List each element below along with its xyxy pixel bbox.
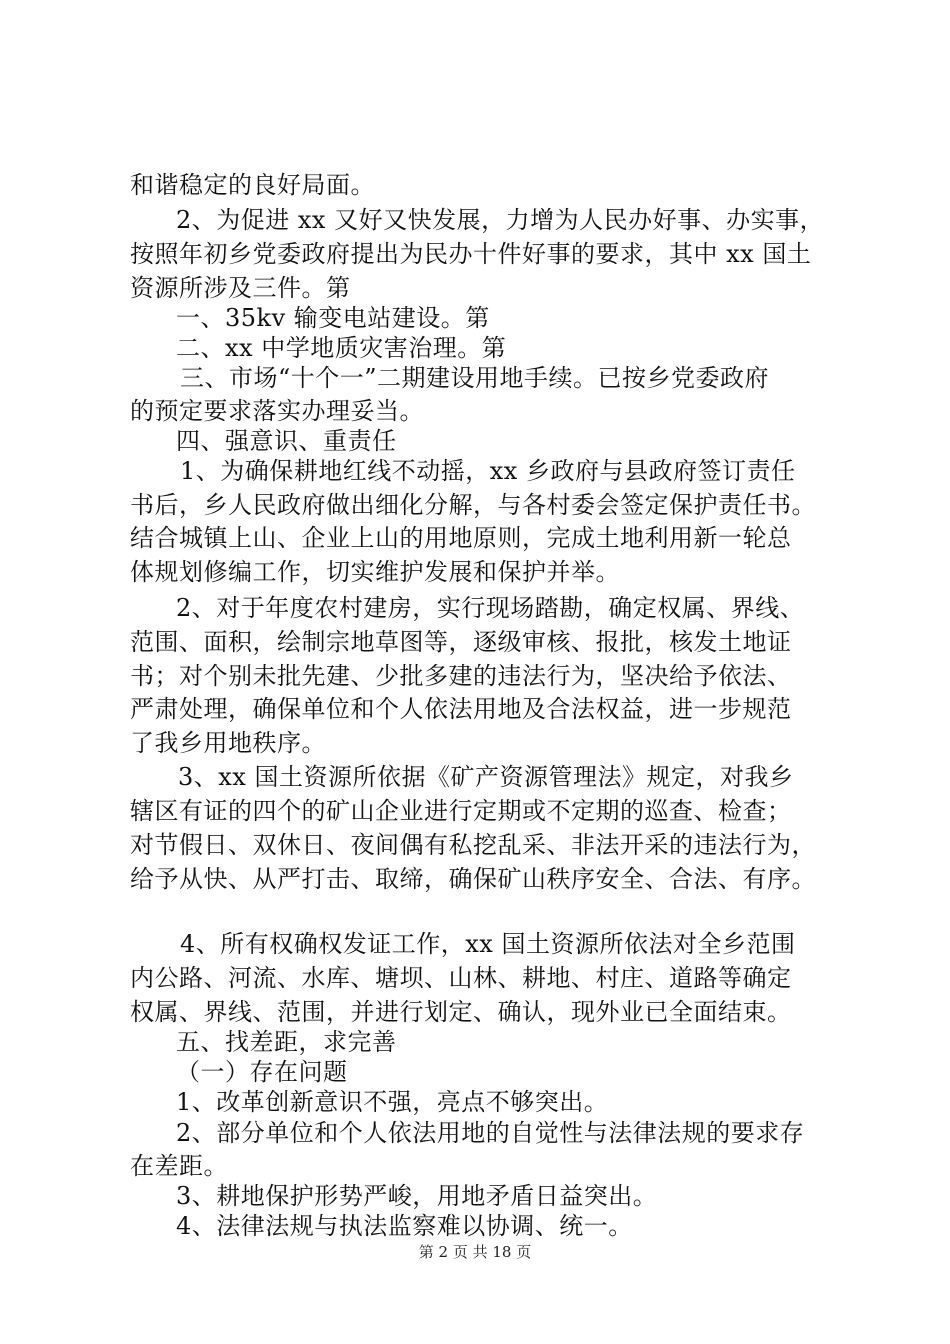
text-line: 在差距。 [130, 1152, 228, 1180]
text-line: 三、市场“十个一”二期建设用地手续。已按乡党委政府 [180, 364, 770, 392]
text-line: 辖区有证的四个的矿山企业进行定期或不定期的巡查、检查； [130, 797, 792, 825]
text-line: （一）存在问题 [176, 1058, 348, 1086]
text-line: 2、为促进 xx 又好又快发展，力增为人民办好事、办实事， [176, 206, 825, 234]
text-line: 和谐稳定的良好局面。 [130, 171, 375, 199]
page-number-footer: 第 2 页 共 18 页 [418, 1243, 532, 1261]
text-line: 1、改革创新意识不强，亮点不够突出。 [176, 1088, 609, 1116]
text-line: 内公路、河流、水库、塘坝、山林、耕地、村庄、道路等确定 [130, 964, 792, 992]
text-line: 资源所涉及三件。第 [130, 274, 351, 302]
text-line: 给予从快、从严打击、取缔，确保矿山秩序安全、合法、有序。 [130, 865, 816, 893]
text-line: 二、xx 中学地质灾害治理。第 [176, 334, 507, 362]
text-line: 权属、界线、范围，并进行划定、确认，现外业已全面结束。 [130, 998, 792, 1026]
text-line: 四、强意识、重责任 [176, 427, 397, 455]
text-line: 对节假日、双休日、夜间偶有私挖乱采、非法开采的违法行为， [130, 831, 816, 859]
text-line: 2、对于年度农村建房，实行现场踏勘，确定权属、界线、 [176, 594, 805, 622]
text-line: 4、所有权确权发证工作，xx 国土资源所依法对全乡范围 [180, 930, 796, 958]
text-line: 严肃处理，确保单位和个人依法用地及合法权益，进一步规范 [130, 695, 792, 723]
text-line: 3、xx 国土资源所依据《矿产资源管理法》规定，对我乡 [178, 763, 794, 791]
text-line: 4、法律法规与执法监察难以协调、统一。 [176, 1212, 633, 1240]
text-line: 书；对个别未批先建、少批多建的违法行为，坚决给予依法、 [130, 662, 792, 690]
text-line: 五、找差距，求完善 [176, 1028, 397, 1056]
text-line: 一、35kv 输变电站建设。第 [176, 304, 490, 332]
text-line: 1、为确保耕地红线不动摇，xx 乡政府与县政府签订责任 [180, 457, 796, 485]
text-line: 2、部分单位和个人依法用地的自觉性与法律法规的要求存 [176, 1119, 805, 1147]
text-line: 书后，乡人民政府做出细化分解，与各村委会签定保护责任书。 [130, 491, 816, 519]
text-line: 范围、面积，绘制宗地草图等，逐级审核、报批，核发土地证 [130, 628, 792, 656]
text-line: 的预定要求落实办理妥当。 [130, 397, 424, 425]
text-line: 3、耕地保护形势严峻，用地矛盾日益突出。 [176, 1182, 658, 1210]
text-line: 按照年初乡党委政府提出为民办十件好事的要求，其中 xx 国土 [130, 240, 812, 268]
text-line: 结合城镇上山、企业上山的用地原则，完成土地利用新一轮总 [130, 524, 792, 552]
text-line: 体规划修编工作，切实维护发展和保护并举。 [130, 558, 620, 586]
text-line: 了我乡用地秩序。 [130, 729, 326, 757]
